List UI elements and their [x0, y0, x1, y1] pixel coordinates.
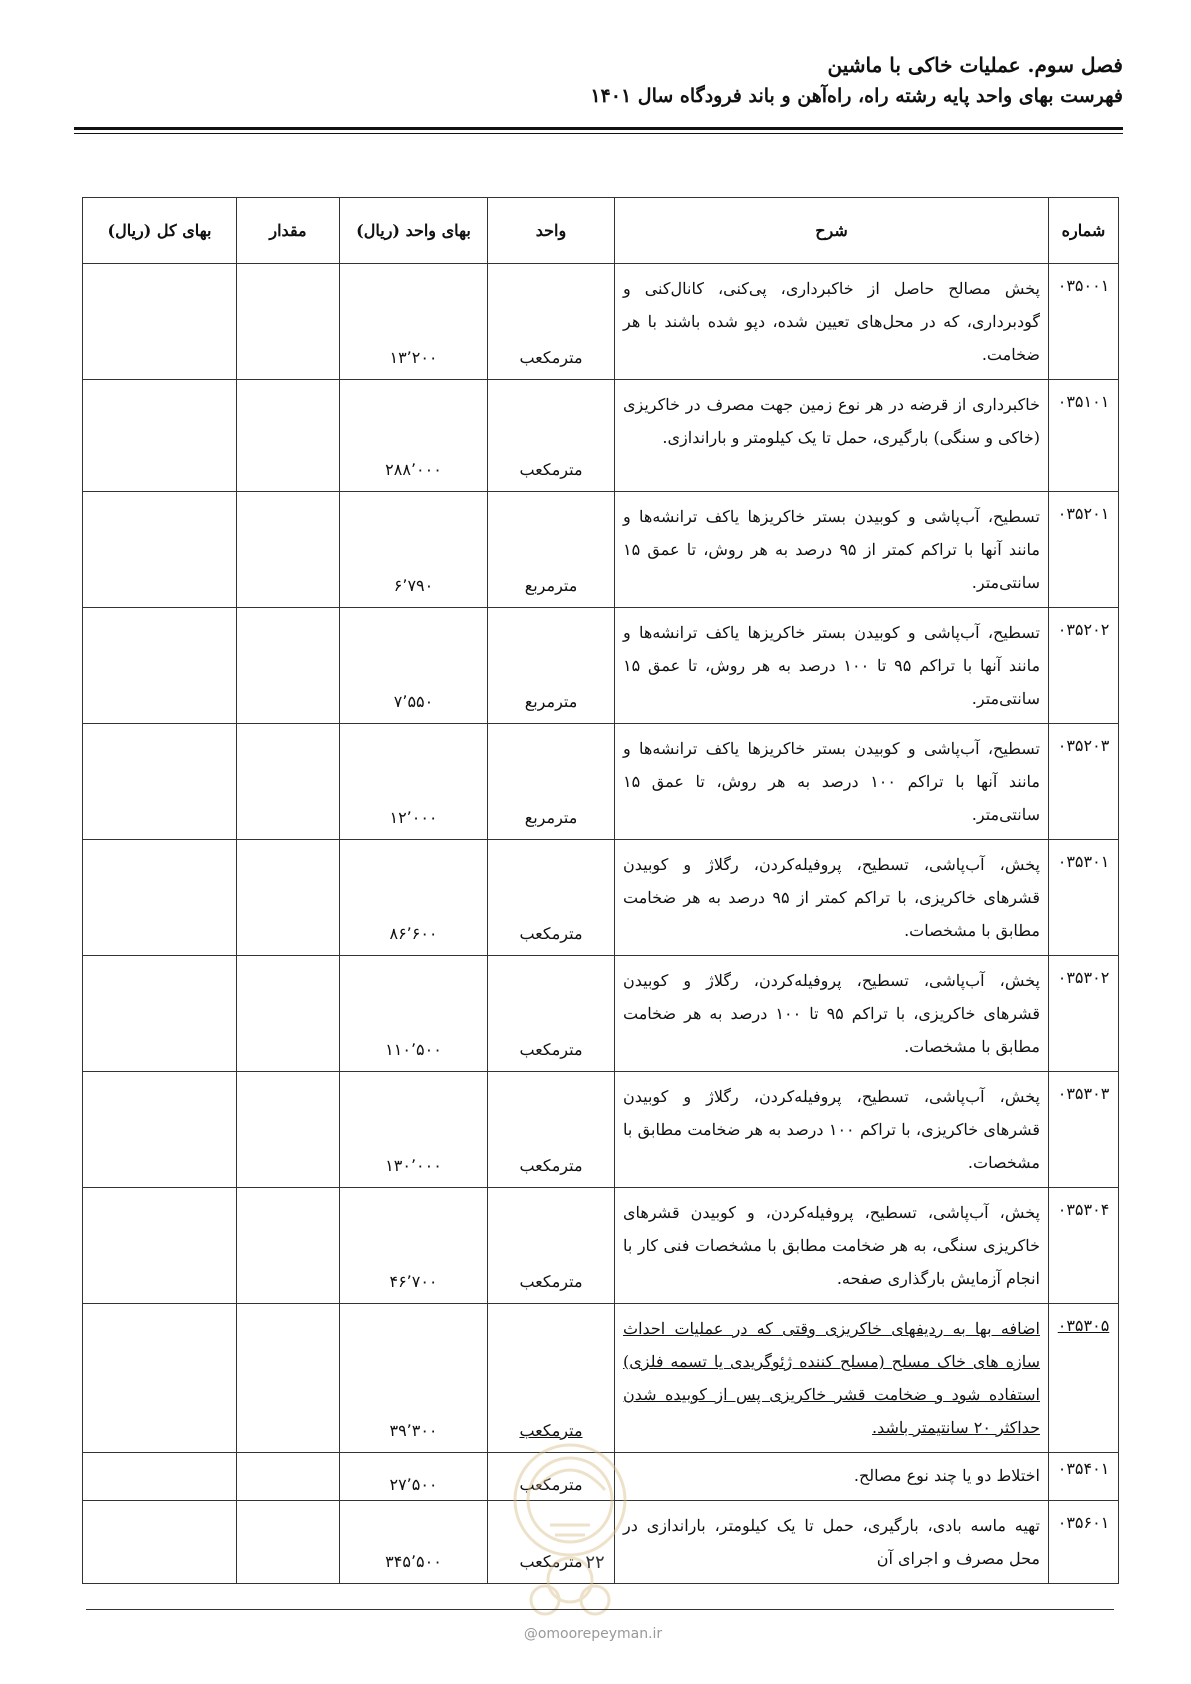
col-header-number: شماره: [1049, 198, 1119, 264]
item-unit: مترمکعب: [488, 1501, 615, 1584]
item-total[interactable]: [83, 1453, 237, 1501]
item-quantity[interactable]: [237, 1072, 340, 1188]
item-unit-price: ۷٬۵۵۰: [340, 608, 488, 724]
item-unit: مترمربع: [488, 724, 615, 840]
item-quantity[interactable]: [237, 1188, 340, 1304]
item-unit-price: ۲۷٬۵۰۰: [340, 1453, 488, 1501]
item-unit-price: ۱۲٬۰۰۰: [340, 724, 488, 840]
item-unit-price: ۲۸۸٬۰۰۰: [340, 380, 488, 492]
item-unit: مترمکعب: [488, 1453, 615, 1501]
item-total[interactable]: [83, 1188, 237, 1304]
item-total[interactable]: [83, 840, 237, 956]
item-unit-price: ۳۴۵٬۵۰۰: [340, 1501, 488, 1584]
item-description: خاکبرداری از قرضه در هر نوع زمین جهت مصرف در خاکریزی (خاکی و سنگی) بارگیری، حمل تا یک کیلومتر و باراندازی.: [615, 380, 1049, 492]
item-description: تسطیح، آب‌پاشی و کوبیدن بستر خاکریزها یاکف ترانشه‌ها و مانند آنها با تراکم ۱۰۰ درصد به هر روش، تا عمق ۱۵ سانتی‌متر.: [615, 724, 1049, 840]
watermark-seal-icon: [505, 1430, 635, 1620]
item-unit: مترمکعب: [488, 1188, 615, 1304]
chapter-title: فصل سوم. عملیات خاکی با ماشین: [827, 53, 1123, 77]
item-quantity[interactable]: [237, 380, 340, 492]
item-unit: مترمربع: [488, 492, 615, 608]
item-unit-price: ۶٬۷۹۰: [340, 492, 488, 608]
item-unit-price: ۳۹٬۳۰۰: [340, 1304, 488, 1453]
item-unit: مترمکعب: [488, 380, 615, 492]
item-total[interactable]: [83, 724, 237, 840]
table-row: [83, 724, 1119, 840]
item-description: اختلاط دو یا چند نوع مصالح.: [615, 1453, 1049, 1501]
item-unit-price: ۱۳٬۲۰۰: [340, 264, 488, 380]
item-total[interactable]: [83, 264, 237, 380]
item-description: پخش، آب‌پاشی، تسطیح، پروفیله‌کردن، و کوبیدن قشرهای خاکریزی سنگی، به هر ضخامت مطابق با مشخصات فنی کار با انجام آزمایش بارگذاری صفحه.: [615, 1188, 1049, 1304]
item-quantity[interactable]: [237, 264, 340, 380]
price-list-table: [82, 197, 1119, 1584]
website-link[interactable]: @omoorepeyman.ir: [523, 1626, 663, 1642]
item-quantity[interactable]: [237, 1453, 340, 1501]
table-header-row: [83, 198, 1119, 264]
item-quantity[interactable]: [237, 724, 340, 840]
document-subtitle: فهرست بهای واحد پایه رشته راه، راه‌آهن و باند فرودگاه سال ۱۴۰۱: [590, 85, 1123, 107]
item-description: تسطیح، آب‌پاشی و کوبیدن بستر خاکریزها یاکف ترانشه‌ها و مانند آنها با تراکم کمتر از ۹۵ درصد به هر روش، تا عمق ۱۵ سانتی‌متر.: [615, 492, 1049, 608]
item-description: پخش، آب‌پاشی، تسطیح، پروفیله‌کردن، رگلاژ و کوبیدن قشرهای خاکریزی، با تراکم کمتر از ۹۵ درصد به هر ضخامت مطابق با مشخصات.: [615, 840, 1049, 956]
item-quantity[interactable]: [237, 1304, 340, 1453]
item-total[interactable]: [83, 608, 237, 724]
item-number: ۰۳۵۲۰۲: [1049, 608, 1119, 724]
footer-rule: [86, 1609, 1114, 1610]
item-description: اضافه بها به ردیفهای خاکریزی وقتی که در عملیات احداث سازه های خاک مسلح (مسلح کننده ژئوگریدی یا تسمه فلزی) استفاده شود و ضخامت قشر خاکریزی پس از کوبیده شدن حداکثر ۲۰ سانتیمتر باشد.: [615, 1304, 1049, 1453]
table-row: [83, 840, 1119, 956]
item-unit: مترمکعب: [488, 956, 615, 1072]
col-header-description: شرح: [615, 198, 1049, 264]
item-quantity[interactable]: [237, 1501, 340, 1584]
col-header-quantity: مقدار: [237, 198, 340, 264]
item-quantity[interactable]: [237, 840, 340, 956]
item-number: ۰۳۵۲۰۱: [1049, 492, 1119, 608]
table-row: [83, 264, 1119, 380]
item-description: پخش مصالح حاصل از خاکبرداری، پی‌کنی، کانال‌کنی و گودبرداری، که در محل‌های تعیین شده، دپو شده باشند با هر ضخامت.: [615, 264, 1049, 380]
item-unit: مترمکعب: [488, 1304, 615, 1453]
item-total[interactable]: [83, 380, 237, 492]
item-number: ۰۳۵۳۰۴: [1049, 1188, 1119, 1304]
item-unit: مترمکعب: [488, 840, 615, 956]
item-number: ۰۳۵۱۰۱: [1049, 380, 1119, 492]
table-row: [83, 380, 1119, 492]
item-number: ۰۳۵۰۰۱: [1049, 264, 1119, 380]
table-row: [83, 1072, 1119, 1188]
item-unit: مترمکعب: [488, 264, 615, 380]
item-number: ۰۳۵۴۰۱: [1049, 1453, 1119, 1501]
item-number: ۰۳۵۳۰۱: [1049, 840, 1119, 956]
item-total[interactable]: [83, 1501, 237, 1584]
table-row: [83, 492, 1119, 608]
item-number: ۰۳۵۲۰۳: [1049, 724, 1119, 840]
item-total[interactable]: [83, 956, 237, 1072]
page-number: ۲۲: [585, 1552, 605, 1573]
item-quantity[interactable]: [237, 492, 340, 608]
table-row: [83, 608, 1119, 724]
table-row: [83, 1188, 1119, 1304]
item-description: تسطیح، آب‌پاشی و کوبیدن بستر خاکریزها یاکف ترانشه‌ها و مانند آنها با تراکم ۹۵ تا ۱۰۰ درصد به هر روش، تا عمق ۱۵ سانتی‌متر.: [615, 608, 1049, 724]
item-unit-price: ۱۱۰٬۵۰۰: [340, 956, 488, 1072]
item-description: پخش، آب‌پاشی، تسطیح، پروفیله‌کردن، رگلاژ و کوبیدن قشرهای خاکریزی، با تراکم ۹۵ تا ۱۰۰ درصد به هر ضخامت مطابق با مشخصات.: [615, 956, 1049, 1072]
page-header: [74, 50, 1123, 112]
item-unit: مترمکعب: [488, 1072, 615, 1188]
item-total[interactable]: [83, 492, 237, 608]
item-quantity[interactable]: [237, 608, 340, 724]
item-total[interactable]: [83, 1304, 237, 1453]
item-number: ۰۳۵۳۰۲: [1049, 956, 1119, 1072]
item-description: تهیه ماسه بادی، بارگیری، حمل تا یک کیلومتر، باراندازی در محل مصرف و اجرای آن: [615, 1501, 1049, 1584]
item-description: پخش، آب‌پاشی، تسطیح، پروفیله‌کردن، رگلاژ و کوبیدن قشرهای خاکریزی، با تراکم ۱۰۰ درصد به هر ضخامت مطابق با مشخصات.: [615, 1072, 1049, 1188]
table-row: [83, 956, 1119, 1072]
item-unit-price: ۱۳۰٬۰۰۰: [340, 1072, 488, 1188]
item-total[interactable]: [83, 1072, 237, 1188]
col-header-unit-price: بهای واحد (ریال): [340, 198, 488, 264]
item-number: ۰۳۵۶۰۱: [1049, 1501, 1119, 1584]
item-quantity[interactable]: [237, 956, 340, 1072]
col-header-total-price: بهای کل (ریال): [83, 198, 237, 264]
item-unit-price: ۴۶٬۷۰۰: [340, 1188, 488, 1304]
header-rule-thick: [74, 127, 1123, 130]
col-header-unit: واحد: [488, 198, 615, 264]
item-number: ۰۳۵۳۰۵: [1049, 1304, 1119, 1453]
item-unit: مترمربع: [488, 608, 615, 724]
header-rule-thin: [74, 133, 1123, 134]
item-unit-price: ۸۶٬۶۰۰: [340, 840, 488, 956]
item-number: ۰۳۵۳۰۳: [1049, 1072, 1119, 1188]
